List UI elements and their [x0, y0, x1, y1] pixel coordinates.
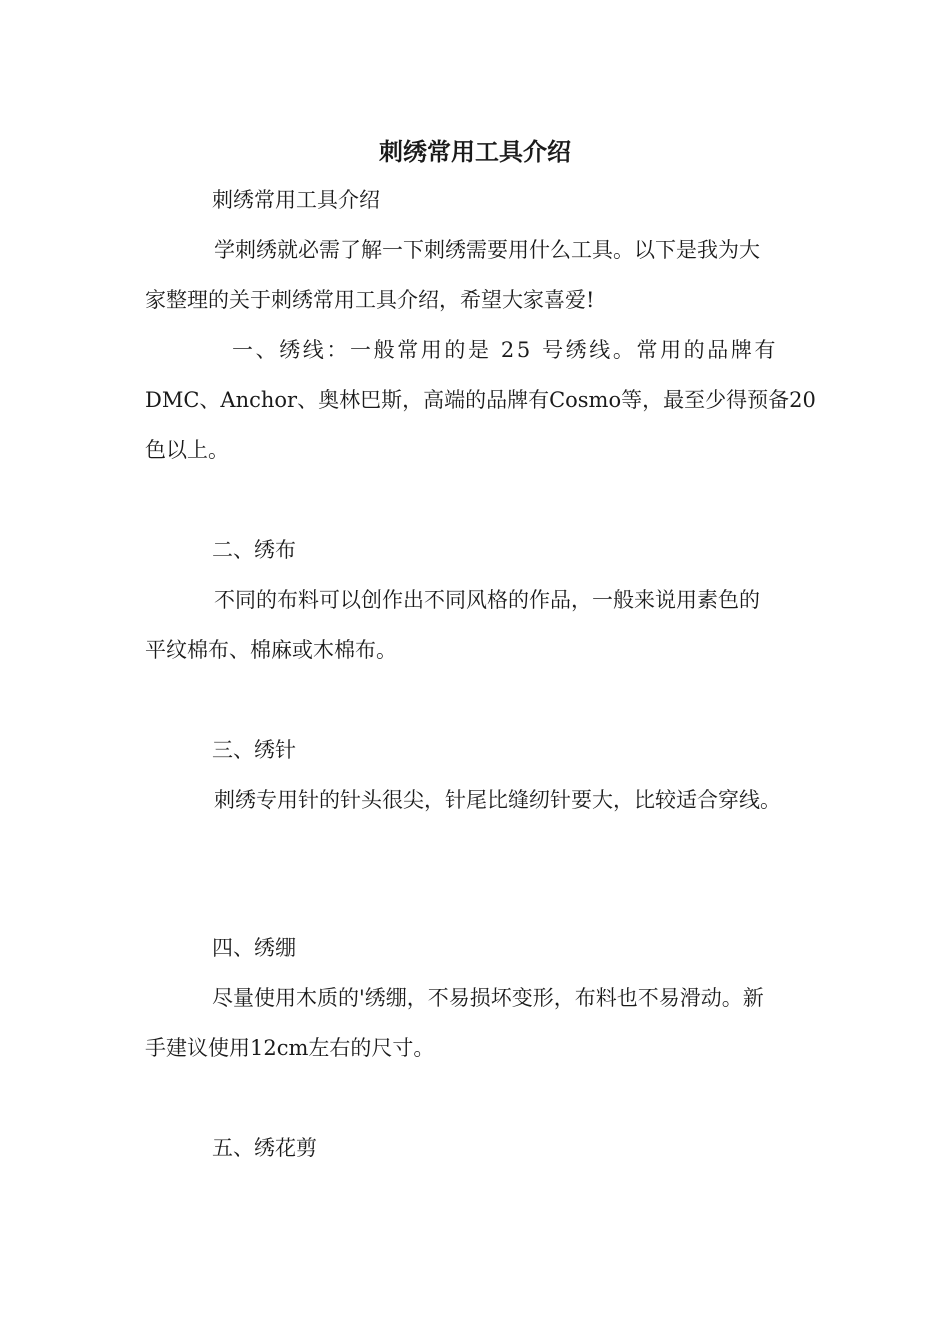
section-body-line: 刺绣专用针的针头很尖，针尾比缝纫针要大，比较适合穿线。 [214, 788, 781, 812]
intro-line: 家整理的关于刺绣常用工具介绍，希望大家喜爱! [145, 288, 595, 312]
document-title: 刺绣常用工具介绍 [379, 137, 571, 166]
section-heading-scissors: 五、绣花剪 [212, 1136, 317, 1160]
section-body-line: 不同的布料可以创作出不同风格的作品，一般来说用素色的 [214, 588, 760, 612]
section-body-line: DMC、Anchor、奥林巴斯，高端的品牌有Cosmo等，最至少得预备20 [145, 388, 816, 412]
section-heading-needles: 三、绣针 [212, 738, 296, 762]
section-body-line: 色以上。 [145, 438, 229, 462]
section-heading-hoop: 四、绣绷 [212, 936, 296, 960]
section-heading-threads: 一、绣线：一般常用的是 25 号绣线。常用的品牌有 [232, 338, 779, 362]
section-heading-fabric: 二、绣布 [212, 538, 296, 562]
section-body-line: 尽量使用木质的'绣绷，不易损坏变形，布料也不易滑动。新 [212, 986, 764, 1010]
intro-line: 学刺绣就必需了解一下刺绣需要用什么工具。以下是我为大 [214, 238, 760, 262]
section-body-line: 平纹棉布、棉麻或木棉布。 [145, 638, 397, 662]
section-body-line: 手建议使用12cm左右的尺寸。 [145, 1036, 435, 1060]
document-subtitle: 刺绣常用工具介绍 [212, 188, 380, 212]
